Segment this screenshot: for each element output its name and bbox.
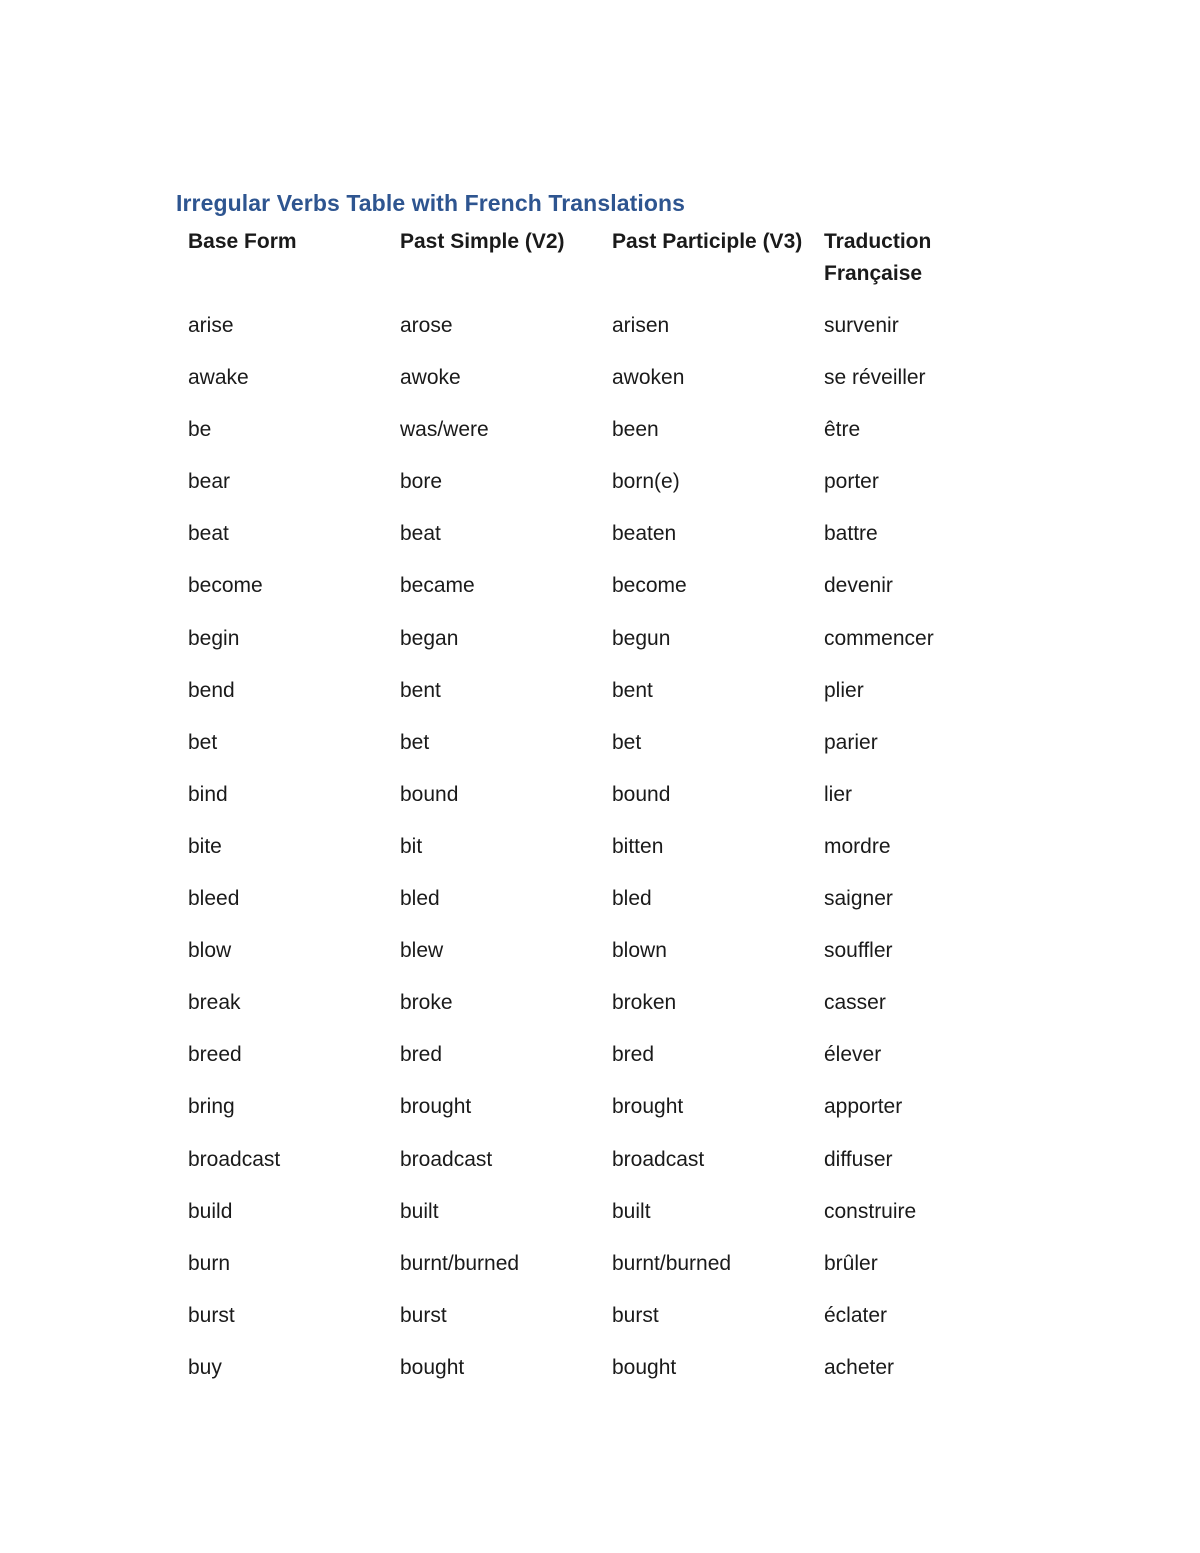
past-participle-cell: built xyxy=(612,1199,651,1223)
table-row xyxy=(176,1300,1024,1352)
past-simple-cell: beat xyxy=(400,522,441,546)
french-translation-cell: diffuser xyxy=(824,1147,893,1171)
header-past-simple: Past Simple (V2) xyxy=(400,230,565,253)
base-form-cell: beat xyxy=(188,522,229,546)
french-translation-cell: commencer xyxy=(824,626,934,650)
base-form-cell: burn xyxy=(188,1251,231,1275)
past-participle-cell: begun xyxy=(612,626,671,650)
past-participle-cell: brought xyxy=(612,1095,684,1119)
french-translation-cell: saigner xyxy=(824,887,893,911)
french-translation-cell: survenir xyxy=(824,314,899,337)
past-participle-cell: broken xyxy=(612,991,677,1015)
table-row xyxy=(176,1039,1024,1091)
french-translation-cell: lier xyxy=(824,782,853,806)
past-simple-cell: began xyxy=(400,626,459,650)
past-simple-cell: bought xyxy=(400,1355,465,1379)
past-simple-cell: bound xyxy=(400,782,459,806)
irregular-verbs-table xyxy=(176,226,1024,1404)
french-translation-cell: casser xyxy=(824,991,886,1015)
base-form-cell: awake xyxy=(188,366,249,390)
past-simple-cell: awoke xyxy=(400,366,461,390)
past-simple-cell: burst xyxy=(400,1303,447,1327)
past-simple-cell: became xyxy=(400,574,475,598)
header-past-participle: Past Participle (V3) xyxy=(612,230,803,253)
base-form-cell: break xyxy=(188,991,241,1015)
base-form-cell: buy xyxy=(188,1355,222,1379)
table-row xyxy=(176,1091,1024,1143)
base-form-cell: bend xyxy=(188,678,235,702)
base-form-cell: broadcast xyxy=(188,1147,281,1171)
base-form-cell: bind xyxy=(188,782,228,806)
table-row xyxy=(176,1196,1024,1248)
past-participle-cell: bought xyxy=(612,1355,677,1379)
base-form-cell: bite xyxy=(188,834,222,858)
french-translation-cell: se réveiller xyxy=(824,366,926,390)
past-simple-cell: was/were xyxy=(400,418,489,442)
french-translation-cell: être xyxy=(824,418,861,442)
past-simple-cell: broadcast xyxy=(400,1147,493,1171)
base-form-cell: blow xyxy=(188,939,232,963)
past-participle-cell: arisen xyxy=(612,314,670,337)
past-simple-cell: bred xyxy=(400,1043,443,1067)
french-translation-cell: souffler xyxy=(824,939,893,963)
past-participle-cell: bred xyxy=(612,1043,655,1067)
french-translation-cell: mordre xyxy=(824,834,891,858)
table-row xyxy=(176,310,1024,362)
french-translation-cell: construire xyxy=(824,1199,917,1223)
past-simple-cell: blew xyxy=(400,939,444,963)
table-row xyxy=(176,727,1024,779)
past-participle-cell: bent xyxy=(612,678,653,702)
past-participle-cell: born(e) xyxy=(612,470,680,494)
past-simple-cell: brought xyxy=(400,1095,472,1119)
past-simple-cell: bore xyxy=(400,470,443,494)
base-form-cell: breed xyxy=(188,1043,242,1067)
past-simple-cell: bet xyxy=(400,730,430,754)
french-translation-cell: plier xyxy=(824,678,864,702)
table-row xyxy=(176,362,1024,414)
past-participle-cell: blown xyxy=(612,939,667,963)
past-participle-cell: bound xyxy=(612,782,671,806)
base-form-cell: bring xyxy=(188,1095,235,1119)
past-simple-cell: arose xyxy=(400,314,453,337)
past-participle-cell: bled xyxy=(612,887,652,911)
table-row xyxy=(176,414,1024,466)
base-form-cell: begin xyxy=(188,626,240,650)
past-participle-cell: awoken xyxy=(612,366,685,390)
french-translation-cell: porter xyxy=(824,470,879,494)
header-base-form: Base Form xyxy=(188,230,297,253)
table-row xyxy=(176,1144,1024,1196)
table-row xyxy=(176,779,1024,831)
past-participle-cell: broadcast xyxy=(612,1147,705,1171)
french-translation-cell: éclater xyxy=(824,1303,888,1327)
table-row xyxy=(176,1352,1024,1404)
past-simple-cell: built xyxy=(400,1199,439,1223)
base-form-cell: bleed xyxy=(188,887,240,911)
table-row xyxy=(176,675,1024,727)
past-participle-cell: bitten xyxy=(612,834,664,858)
past-simple-cell: bled xyxy=(400,887,440,911)
base-form-cell: burst xyxy=(188,1303,235,1327)
french-translation-cell: battre xyxy=(824,522,878,546)
french-translation-cell: devenir xyxy=(824,574,893,598)
french-translation-cell: brûler xyxy=(824,1251,878,1275)
table-row xyxy=(176,466,1024,518)
table-row xyxy=(176,1248,1024,1300)
table-body xyxy=(176,310,1024,1404)
french-translation-cell: apporter xyxy=(824,1095,903,1119)
table-row xyxy=(176,623,1024,675)
past-simple-cell: broke xyxy=(400,991,453,1015)
past-participle-cell: bet xyxy=(612,730,642,754)
base-form-cell: become xyxy=(188,574,263,598)
base-form-cell: be xyxy=(188,418,212,442)
base-form-cell: bear xyxy=(188,470,231,494)
french-translation-cell: parier xyxy=(824,730,878,754)
table-row xyxy=(176,831,1024,883)
past-participle-cell: burnt/burned xyxy=(612,1251,732,1275)
document-title: Irregular Verbs Table with French Translations xyxy=(176,190,686,216)
french-translation-cell: élever xyxy=(824,1043,882,1067)
base-form-cell: arise xyxy=(188,314,234,337)
past-participle-cell: been xyxy=(612,418,659,442)
base-form-cell: build xyxy=(188,1199,233,1223)
past-participle-cell: become xyxy=(612,574,687,598)
past-participle-cell: beaten xyxy=(612,522,677,546)
table-row xyxy=(176,518,1024,570)
french-translation-cell: acheter xyxy=(824,1355,895,1379)
table-row xyxy=(176,935,1024,987)
table-row xyxy=(176,570,1024,622)
base-form-cell: bet xyxy=(188,730,218,754)
table-row xyxy=(176,883,1024,935)
past-simple-cell: bent xyxy=(400,678,441,702)
past-participle-cell: burst xyxy=(612,1303,659,1327)
past-simple-cell: bit xyxy=(400,834,423,858)
table-header-row xyxy=(176,226,1024,310)
table-row xyxy=(176,987,1024,1039)
past-simple-cell: burnt/burned xyxy=(400,1251,520,1275)
header-french-translation: Traduction Française xyxy=(824,230,932,285)
